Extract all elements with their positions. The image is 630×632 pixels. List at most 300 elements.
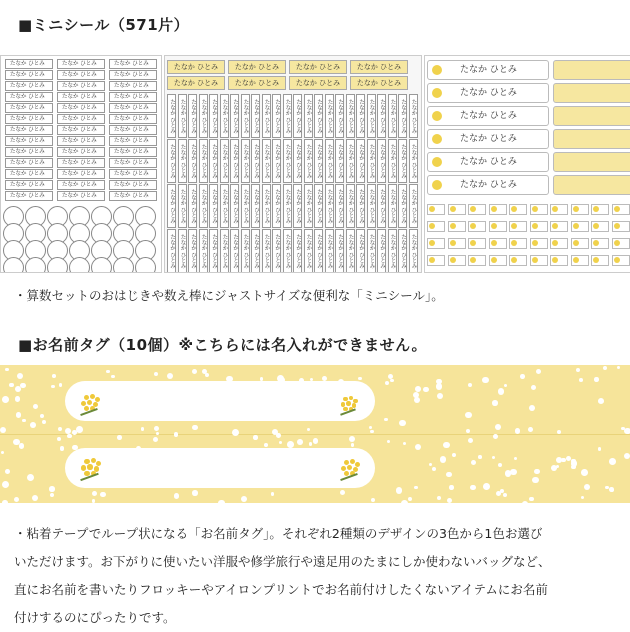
label-name-text: たなか ひとみ (460, 61, 517, 79)
vertical-name-sticker: たなか ひとみ (377, 94, 386, 138)
tiny-flower-sticker (530, 221, 548, 232)
vertical-name-sticker: たなか ひとみ (283, 229, 292, 273)
vertical-name-sticker: たなか ひとみ (314, 229, 323, 273)
flower-name-label (427, 129, 549, 149)
mini-seal-sticker: たなか ひとみ (5, 180, 53, 190)
polka-dot (505, 470, 511, 476)
polka-dot (92, 491, 97, 496)
tag-divider (0, 434, 630, 435)
polka-dot (260, 377, 264, 381)
mini-seal-sticker: たなか ひとみ (5, 158, 53, 168)
flower-icon (432, 111, 442, 121)
vertical-name-sticker: たなか ひとみ (188, 229, 197, 273)
dotted-label (553, 175, 630, 195)
tiny-flower-sticker (571, 204, 589, 215)
yellow-name-sticker: たなか ひとみ (167, 76, 225, 90)
tiny-flower-sticker (448, 204, 466, 215)
polka-dot (40, 414, 44, 418)
vertical-name-sticker: たなか ひとみ (251, 139, 260, 183)
vertical-name-sticker: たなか ひとみ (388, 94, 397, 138)
polka-dot (483, 483, 490, 490)
polka-dot (307, 428, 310, 431)
polka-dot (299, 378, 304, 383)
vertical-name-sticker: たなか ひとみ (220, 139, 229, 183)
polka-dot (65, 428, 71, 434)
polka-dot (468, 383, 472, 387)
vertical-name-sticker: たなか ひとみ (167, 184, 176, 228)
polka-dot (322, 376, 327, 381)
tiny-flower-sticker (448, 255, 466, 266)
tiny-flower-sticker (427, 238, 445, 249)
vertical-name-sticker: たなか ひとみ (304, 139, 313, 183)
vertical-name-sticker: たなか ひとみ (199, 184, 208, 228)
polka-dot (2, 481, 9, 488)
vertical-name-sticker: たなか ひとみ (262, 139, 271, 183)
polka-dot (465, 412, 472, 419)
vertical-name-sticker: たなか ひとみ (262, 184, 271, 228)
polka-dot (529, 497, 534, 502)
mini-seal-sticker: たなか ひとみ (109, 114, 157, 124)
polka-dot (0, 427, 6, 433)
tiny-flower-sticker (509, 221, 527, 232)
vertical-name-sticker: たなか ひとみ (251, 184, 260, 228)
mini-seal-sticker: たなか ひとみ (57, 169, 105, 179)
flower-icon (593, 240, 599, 246)
polka-dot (603, 366, 607, 370)
polka-dot (1, 451, 4, 454)
flower-icon (450, 223, 456, 229)
polka-dot (396, 487, 403, 494)
flower-icon (491, 206, 497, 212)
vertical-name-sticker: たなか ひとみ (409, 139, 418, 183)
mini-seal-sheet-a (0, 55, 162, 273)
polka-dot (253, 435, 257, 439)
vertical-name-sticker: たなか ひとみ (178, 94, 187, 138)
mini-seal-description: ・算数セットのおはじきや数え棒にジャストサイズな便利な「ミニシール」。 (14, 282, 444, 310)
mini-seal-sticker: たなか ひとみ (109, 180, 157, 190)
tiny-flower-sticker (530, 238, 548, 249)
vertical-name-sticker: たなか ひとみ (293, 139, 302, 183)
tiny-flower-sticker (509, 255, 527, 266)
polka-dot (528, 427, 533, 432)
polka-dot (370, 430, 374, 434)
tiny-flower-sticker (468, 238, 486, 249)
tiny-flower-sticker (489, 221, 507, 232)
mini-seal-sticker: たなか ひとみ (5, 125, 53, 135)
polka-dot (202, 369, 207, 374)
polka-dot (42, 420, 46, 424)
vertical-name-sticker: たなか ひとみ (251, 94, 260, 138)
round-sticker (91, 257, 112, 273)
polka-dot (59, 383, 62, 386)
polka-dot (226, 376, 233, 383)
polka-dot (449, 485, 453, 489)
polka-dot (594, 377, 598, 381)
tiny-flower-sticker (489, 255, 507, 266)
polka-dot (446, 472, 452, 478)
polka-dot (371, 498, 375, 502)
vertical-name-sticker: たなか ひとみ (209, 139, 218, 183)
polka-dot (218, 500, 224, 503)
vertical-name-sticker: たなか ひとみ (251, 229, 260, 273)
polka-dot (51, 385, 55, 389)
vertical-name-sticker: たなか ひとみ (335, 94, 344, 138)
vertical-name-sticker: たなか ひとみ (304, 184, 313, 228)
polka-dot (106, 370, 109, 373)
polka-dot (351, 443, 354, 446)
tiny-flower-sticker (468, 255, 486, 266)
vertical-name-sticker: たなか ひとみ (346, 229, 355, 273)
mini-seal-sticker: たなか ひとみ (57, 103, 105, 113)
polka-dot (532, 477, 538, 483)
vertical-name-sticker: たなか ひとみ (209, 94, 218, 138)
flower-icon (470, 240, 476, 246)
polka-dot (297, 439, 303, 445)
mini-seal-sheet-b (164, 55, 422, 273)
vertical-name-sticker: たなか ひとみ (199, 94, 208, 138)
vertical-name-sticker: たなか ひとみ (304, 229, 313, 273)
polka-dot (9, 383, 13, 387)
tiny-flower-sticker (509, 204, 527, 215)
mini-seal-sticker: たなか ひとみ (5, 191, 53, 201)
mini-seal-sticker: たなか ひとみ (57, 92, 105, 102)
flower-icon (470, 257, 476, 263)
flower-icon (429, 223, 435, 229)
polka-dot (609, 458, 616, 465)
flower-icon (573, 206, 579, 212)
vertical-name-sticker: たなか ひとみ (283, 94, 292, 138)
polka-dot (49, 486, 54, 491)
name-tag-description-line1: ・粘着テープでループ状になる「お名前タグ」。それぞれ2種類のデザインの3色から1色お選び (14, 520, 542, 548)
polka-dot (624, 453, 630, 459)
flower-icon (614, 240, 620, 246)
polka-dot (514, 457, 517, 460)
polka-dot (264, 443, 268, 447)
mini-seal-sticker: たなか ひとみ (57, 147, 105, 157)
round-sticker (25, 257, 46, 273)
vertical-name-sticker: たなか ひとみ (188, 139, 197, 183)
polka-dot (111, 375, 115, 379)
polka-dot (192, 425, 198, 431)
polka-dot (571, 465, 576, 470)
flower-icon (573, 223, 579, 229)
polka-dot (598, 398, 604, 404)
vertical-name-sticker: たなか ひとみ (398, 229, 407, 273)
polka-dot (403, 442, 406, 445)
vertical-name-sticker: たなか ひとみ (346, 184, 355, 228)
polka-dot (52, 374, 56, 378)
tiny-flower-sticker (448, 238, 466, 249)
polka-dot (57, 437, 61, 441)
vertical-name-sticker: たなか ひとみ (272, 139, 281, 183)
polka-dot (498, 388, 504, 394)
name-tag-window (65, 448, 375, 488)
tiny-flower-sticker (530, 255, 548, 266)
flower-icon (552, 240, 558, 246)
polka-dot (520, 374, 525, 379)
vertical-name-sticker: たなか ひとみ (230, 229, 239, 273)
mini-seal-sticker: たなか ひとみ (109, 158, 157, 168)
polka-dot (384, 418, 387, 421)
mini-seal-sticker: たなか ひとみ (57, 158, 105, 168)
mini-seal-sticker: たなか ひとみ (57, 136, 105, 146)
vertical-name-sticker: たなか ひとみ (325, 229, 334, 273)
polka-dot (58, 427, 63, 432)
polka-dot (271, 492, 275, 496)
vertical-name-sticker: たなか ひとみ (314, 94, 323, 138)
polka-dot (531, 385, 536, 390)
polka-dot (598, 447, 602, 451)
polka-dot (167, 373, 173, 379)
flower-icon (614, 223, 620, 229)
section-heading-mini-seal: ■ミニシール（571片） (18, 14, 189, 35)
polka-dot (192, 490, 197, 495)
flower-icon (532, 206, 538, 212)
vertical-name-sticker: たなか ひとみ (314, 184, 323, 228)
polka-dot (576, 368, 580, 372)
mini-seal-sticker: たなか ひとみ (109, 103, 157, 113)
tiny-flower-sticker (591, 204, 609, 215)
dotted-label (553, 129, 630, 149)
flower-icon (573, 240, 579, 246)
polka-dot (408, 497, 412, 501)
vertical-name-sticker: たなか ひとみ (356, 94, 365, 138)
dotted-label (553, 83, 630, 103)
flower-icon (552, 257, 558, 263)
vertical-name-sticker: たなか ひとみ (367, 139, 376, 183)
polka-dot (76, 426, 83, 433)
flower-icon (432, 180, 442, 190)
vertical-name-sticker: たなか ひとみ (272, 229, 281, 273)
vertical-name-sticker: たなか ひとみ (167, 94, 176, 138)
mini-seal-sticker: たなか ひとみ (57, 114, 105, 124)
polka-dot (174, 493, 180, 499)
yellow-name-sticker: たなか ひとみ (289, 76, 347, 90)
polka-dot (492, 400, 497, 405)
tiny-flower-sticker (612, 221, 630, 232)
tiny-flower-sticker (489, 204, 507, 215)
polka-dot (557, 430, 561, 434)
polka-dot (141, 427, 144, 430)
polka-dot (20, 383, 26, 389)
polka-dot (529, 405, 535, 411)
mini-seal-sticker: たなか ひとみ (5, 147, 53, 157)
flower-icon (432, 157, 442, 167)
polka-dot (401, 500, 408, 503)
yellow-name-sticker: たなか ひとみ (167, 60, 225, 74)
mini-seal-sticker: たなか ひとみ (57, 180, 105, 190)
polka-dot (60, 446, 64, 450)
vertical-name-sticker: たなか ひとみ (346, 94, 355, 138)
flower-name-label (427, 152, 549, 172)
polka-dot (617, 366, 620, 369)
mini-seal-sticker: たなか ひとみ (109, 70, 157, 80)
mini-seal-sticker: たなか ひとみ (109, 169, 157, 179)
flower-icon (450, 240, 456, 246)
polka-dot (154, 372, 158, 376)
tiny-flower-sticker (427, 255, 445, 266)
polka-dot (369, 426, 372, 429)
tiny-flower-sticker (509, 238, 527, 249)
vertical-name-sticker: たなか ひとみ (283, 184, 292, 228)
polka-dot (440, 456, 446, 462)
flower-name-label (427, 175, 549, 195)
yellow-name-sticker: たなか ひとみ (350, 76, 408, 90)
name-tag-description-line2: いただけます。お下がりに使いたい洋服や修学旅行や遠足用のたまにしか使わないバッグなど、 (14, 548, 551, 576)
tiny-flower-sticker (489, 238, 507, 249)
vertical-name-sticker: たなか ひとみ (220, 229, 229, 273)
tiny-flower-sticker (550, 238, 568, 249)
polka-dot (581, 469, 588, 476)
vertical-name-sticker: たなか ひとみ (230, 139, 239, 183)
polka-dot (2, 396, 9, 403)
polka-dot (522, 501, 528, 503)
tiny-flower-sticker (468, 221, 486, 232)
round-sticker (113, 257, 134, 273)
polka-dot (510, 469, 516, 475)
flower-name-label (427, 83, 549, 103)
flower-icon (491, 223, 497, 229)
mini-seal-sticker: たなか ひとみ (109, 59, 157, 69)
flower-icon (593, 257, 599, 263)
tiny-flower-sticker (591, 238, 609, 249)
vertical-name-sticker: たなか ひとみ (356, 139, 365, 183)
polka-dot (338, 379, 344, 385)
polka-dot (17, 373, 23, 379)
vertical-name-sticker: たなか ひとみ (367, 94, 376, 138)
mini-seal-sticker: たなか ひとみ (57, 70, 105, 80)
tiny-flower-sticker (550, 204, 568, 215)
mini-seal-sticker: たなか ひとみ (57, 59, 105, 69)
mini-seal-sticker: たなか ひとみ (5, 114, 53, 124)
name-tag-description-line4: 付けするのにぴったりです。 (14, 604, 176, 632)
polka-dot (2, 500, 7, 503)
polka-dot (482, 377, 489, 384)
mini-seal-sheet-c (424, 55, 630, 273)
section-heading-name-tag: ■お名前タグ（10個）※こちらには名入れができません。 (18, 334, 427, 355)
polka-dot (241, 496, 247, 502)
name-tag-band (0, 365, 630, 503)
polka-dot (503, 493, 507, 497)
flower-icon (432, 65, 442, 75)
tiny-flower-sticker (448, 221, 466, 232)
polka-dot (478, 455, 482, 459)
vertical-name-sticker: たなか ひとみ (293, 94, 302, 138)
polka-dot (551, 465, 557, 471)
polka-dot (310, 378, 313, 381)
mimosa-flower-icon (338, 458, 360, 480)
vertical-name-sticker: たなか ひとみ (398, 94, 407, 138)
polka-dot (232, 429, 239, 436)
name-tag-description-line3: 直にお名前を書いたりフロッキーやアイロンプリントでお名前付けしたくないアイテムにお名前 (14, 576, 548, 604)
polka-dot (16, 412, 21, 417)
vertical-name-sticker: たなか ひとみ (167, 229, 176, 273)
polka-dot (117, 435, 122, 440)
vertical-name-sticker: たなか ひとみ (241, 139, 250, 183)
yellow-name-sticker: たなか ひとみ (228, 60, 286, 74)
mini-seal-sticker: たなか ひとみ (5, 136, 53, 146)
tiny-flower-sticker (591, 221, 609, 232)
mini-seal-sticker: たなか ひとみ (109, 81, 157, 91)
tiny-flower-sticker (612, 255, 630, 266)
vertical-name-sticker: たなか ひとみ (178, 229, 187, 273)
flower-name-label (427, 60, 549, 80)
polka-dot (390, 379, 393, 382)
vertical-name-sticker: たなか ひとみ (199, 229, 208, 273)
polka-dot (174, 432, 178, 436)
dotted-label (553, 106, 630, 126)
polka-dot (495, 424, 501, 430)
flower-icon (511, 240, 517, 246)
flower-icon (491, 240, 497, 246)
vertical-name-sticker: たなか ひとみ (335, 184, 344, 228)
vertical-name-sticker: たなか ひとみ (230, 184, 239, 228)
polka-dot (624, 428, 630, 434)
dotted-label (553, 60, 630, 80)
flower-icon (593, 223, 599, 229)
mimosa-flower-icon (338, 395, 358, 415)
round-sticker (3, 257, 24, 273)
polka-dot (429, 463, 432, 466)
tiny-flower-sticker (612, 238, 630, 249)
polka-dot (309, 442, 312, 445)
polka-dot (436, 383, 442, 389)
flower-icon (450, 257, 456, 263)
mini-seal-sticker: たなか ひとみ (57, 191, 105, 201)
vertical-name-sticker: たなか ひとみ (398, 139, 407, 183)
polka-dot (72, 430, 77, 435)
yellow-name-sticker: たなか ひとみ (289, 60, 347, 74)
vertical-name-sticker: たなか ひとみ (377, 184, 386, 228)
mini-seal-sticker: たなか ひとみ (109, 147, 157, 157)
polka-dot (470, 485, 476, 491)
polka-dot (515, 428, 520, 433)
tiny-flower-sticker (612, 204, 630, 215)
polka-dot (15, 396, 20, 401)
mini-seal-sticker: たなか ひとみ (5, 70, 53, 80)
polka-dot (387, 440, 390, 443)
flower-icon (511, 206, 517, 212)
vertical-name-sticker: たなか ひとみ (377, 139, 386, 183)
vertical-name-sticker: たなか ひとみ (409, 184, 418, 228)
label-name-text: たなか ひとみ (460, 176, 517, 194)
polka-dot (413, 392, 419, 398)
mini-seal-sticker: たなか ひとみ (5, 169, 53, 179)
vertical-name-sticker: たなか ひとみ (304, 94, 313, 138)
yellow-name-sticker: たなか ひとみ (228, 76, 286, 90)
flower-icon (614, 257, 620, 263)
vertical-name-sticker: たなか ひとみ (241, 229, 250, 273)
polka-dot (466, 429, 470, 433)
vertical-name-sticker: たなか ひとみ (325, 94, 334, 138)
flower-icon (614, 206, 620, 212)
vertical-name-sticker: たなか ひとみ (314, 139, 323, 183)
polka-dot (287, 441, 294, 448)
flower-icon (511, 257, 517, 263)
mini-seal-sticker: たなか ひとみ (5, 59, 53, 69)
polka-dot (349, 436, 355, 442)
tiny-flower-sticker (550, 255, 568, 266)
flower-icon (432, 134, 442, 144)
vertical-name-sticker: たなか ひとみ (188, 94, 197, 138)
flower-icon (511, 223, 517, 229)
polka-dot (27, 474, 34, 481)
polka-dot (556, 457, 562, 463)
polka-dot (278, 377, 285, 384)
mimosa-flower-icon (78, 393, 100, 415)
vertical-name-sticker: たなか ひとみ (409, 229, 418, 273)
label-name-text: たなか ひとみ (460, 153, 517, 171)
